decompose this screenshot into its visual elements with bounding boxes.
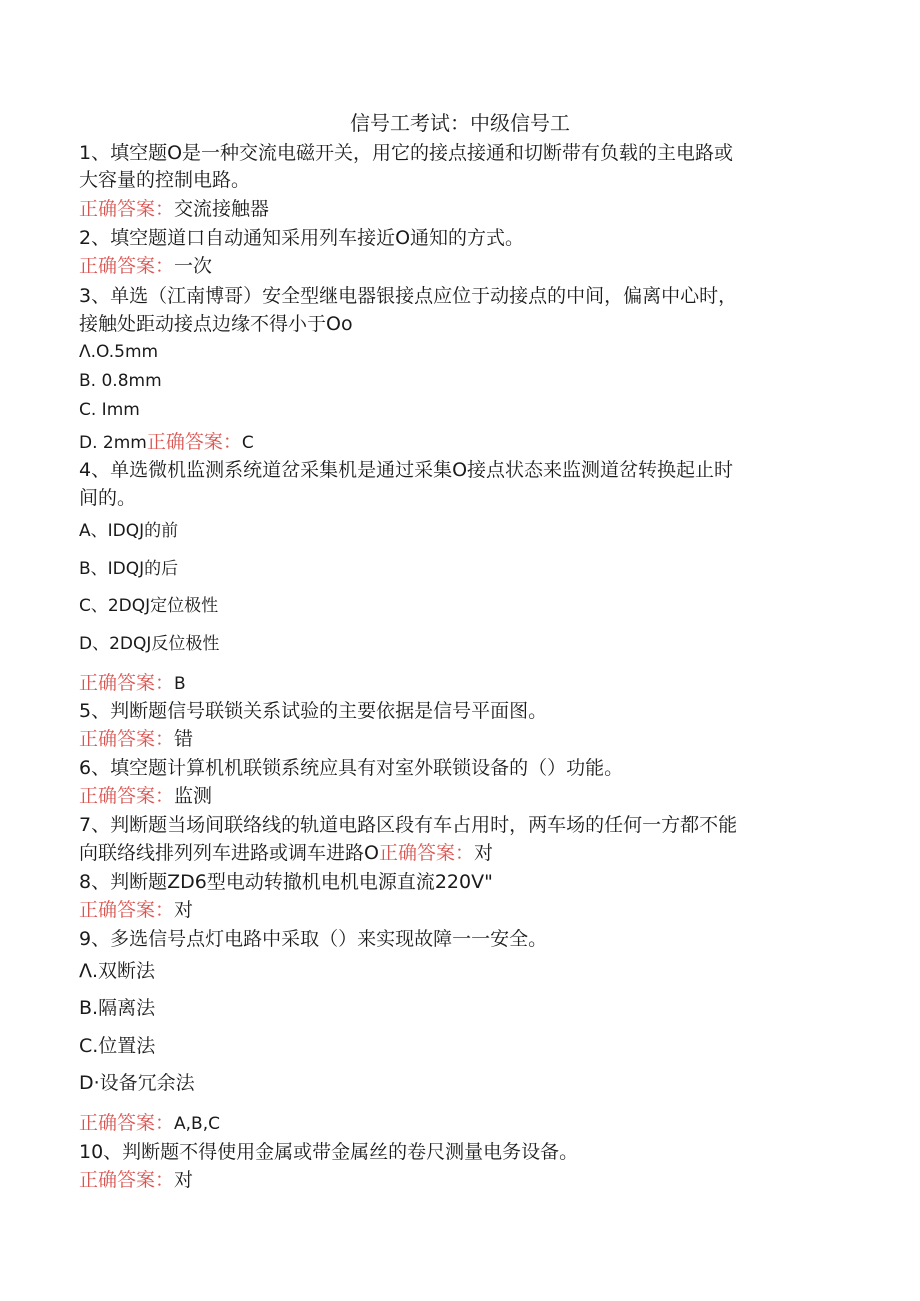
question-9-option-a: Λ.双断法: [79, 960, 156, 982]
answer-value: 对: [174, 899, 194, 921]
answer-label: 正确答案：: [79, 255, 175, 277]
answer-label: 正确答案：: [79, 198, 175, 220]
question-4-option-c: C、2DQJ定位极性: [79, 596, 219, 616]
question-3-option-c: C. Imm: [79, 400, 140, 420]
question-8-text: 8、判断题ZD6型电动转撤机电机电源直流220V": [79, 871, 493, 893]
document-title: 信号工考试：中级信号工: [350, 111, 570, 135]
question-9-option-b: B.隔离法: [79, 997, 156, 1019]
question-5-text: 5、判断题信号联锁关系试验的主要依据是信号平面图。: [79, 700, 548, 722]
question-4-option-b: B、IDQJ的后: [79, 559, 179, 579]
question-9-text: 9、多选信号点灯电路中采取（）来实现故障一一安全。: [79, 928, 548, 950]
answer-value: C: [241, 433, 254, 453]
question-1-answer: [79, 196, 839, 222]
question-4-answer: [79, 670, 839, 697]
question-4-text: 4、单选微机监测系统道岔采集机是通过采集O接点状态来监测道岔转换起止时: [79, 459, 734, 481]
question-3-text: 3、单选（江南博哥）安全型继电器银接点应位于动接点的中间，偏离中心时，: [79, 285, 738, 307]
question-7-text: 7、判断题当场间联络线的轨道电路区段有车占用时，两车场的任何一方都不能: [79, 814, 738, 836]
question-6-text: 6、填空题计算机机联锁系统应具有对室外联锁设备的（）功能。: [79, 757, 624, 779]
question-3-text-cont: 接触处距动接点边缘不得小于Oo: [79, 313, 353, 335]
answer-label: 正确答案：: [378, 842, 474, 864]
answer-label: 正确答案：: [79, 728, 175, 750]
answer-label: 正确答案：: [79, 1169, 175, 1191]
answer-value: 对: [174, 1169, 194, 1191]
question-10-text: 10、判断题不得使用金属或带金属丝的卷尺测量电务设备。: [79, 1141, 579, 1163]
question-9-answer: [79, 1110, 839, 1137]
answer-label: 正确答案：: [79, 1112, 175, 1134]
answer-value: 一次: [174, 255, 213, 277]
question-1-text-cont: 大容量的控制电路。: [79, 169, 251, 191]
question-8-answer: [79, 897, 839, 923]
answer-value: 交流接触器: [174, 198, 270, 220]
question-9-option-d: D·设备冗余法: [79, 1072, 195, 1094]
answer-label: 正确答案：: [146, 431, 242, 453]
question-4-option-d: D、2DQJ反位极性: [79, 634, 220, 654]
question-1-text: 1、填空题O是一种交流电磁开关，用它的接点接通和切断带有负载的主电路或: [79, 142, 734, 164]
question-4-option-a: A、IDQJ的前: [79, 521, 179, 541]
question-3-option-d: D. 2mm: [79, 433, 147, 453]
answer-value: 对: [473, 842, 493, 864]
question-7-text-cont: 向联络线排列列车进路或调车进路O: [79, 842, 379, 864]
question-9-option-c: C.位置法: [79, 1035, 156, 1057]
question-5-answer: [79, 726, 839, 752]
question-3-option-a: Λ.O.5mm: [79, 342, 159, 362]
answer-label: 正确答案：: [79, 785, 175, 807]
answer-label: 正确答案：: [79, 672, 175, 694]
question-2-text: 2、填空题道口自动通知采用列车接近O通知的方式。: [79, 227, 525, 249]
answer-value: A,B,C: [174, 1114, 220, 1134]
question-10-answer: [79, 1167, 839, 1193]
question-2-answer: [79, 253, 839, 279]
question-7-text-cont-and-answer: [79, 840, 839, 866]
question-6-answer: [79, 783, 839, 809]
answer-value: 监测: [174, 785, 213, 807]
question-3-option-d-and-answer: [79, 429, 839, 456]
question-3-option-b: B. 0.8mm: [79, 371, 162, 391]
answer-value: 错: [174, 728, 194, 750]
question-4-text-cont: 间的。: [79, 487, 137, 509]
answer-label: 正确答案：: [79, 899, 175, 921]
answer-value: B: [174, 674, 186, 694]
